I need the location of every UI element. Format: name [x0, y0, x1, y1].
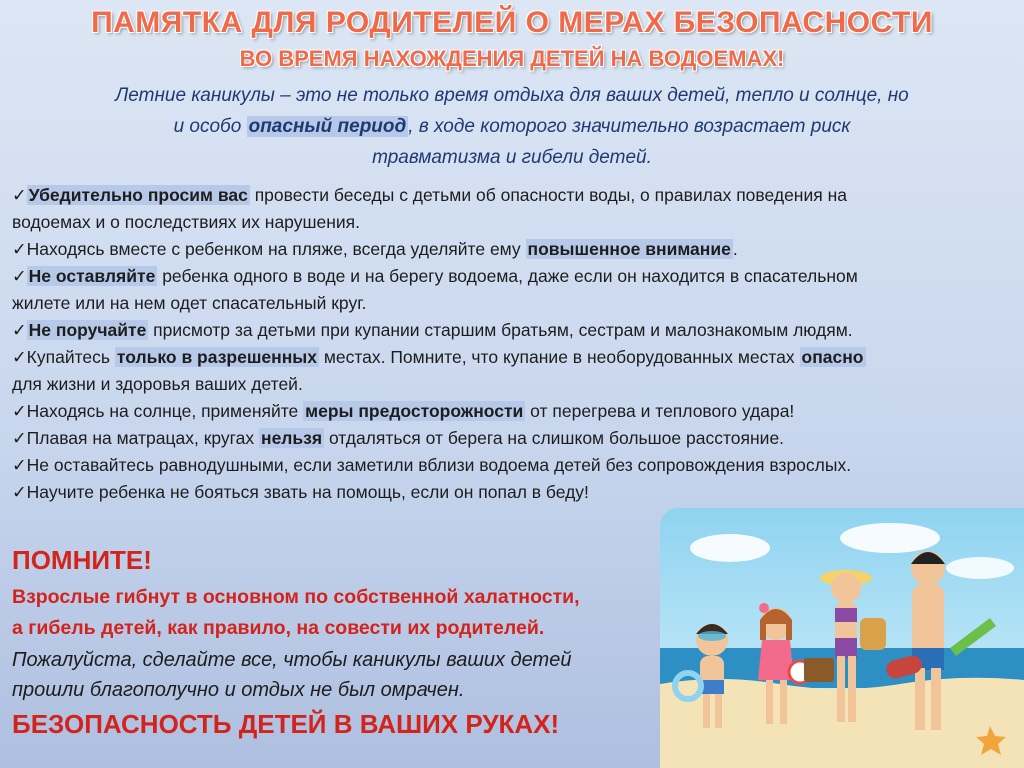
- page-subtitle: ВО ВРЕМЯ НАХОЖДЕНИЯ ДЕТЕЙ НА ВОДОЕМАХ!: [239, 46, 785, 71]
- rule-highlight: повышенное внимание: [527, 239, 731, 259]
- check-icon: ✓: [12, 401, 27, 421]
- check-icon: ✓: [12, 185, 27, 205]
- rule-text: ребенка одного в воде и на берегу водоема, даже если он находится в спасательном: [157, 266, 858, 286]
- rule-highlight: Не оставляйте: [28, 266, 156, 286]
- remember-heading: ПОМНИТЕ!: [12, 545, 152, 575]
- family-beach-illustration: [660, 508, 1024, 768]
- intro-line-1: Летние каникулы – это не только время отдыха для ваших детей, тепло и солнце, но: [115, 85, 909, 106]
- rule-highlight: Не поручайте: [28, 320, 147, 340]
- check-icon: ✓: [12, 482, 27, 502]
- rule-item-5: [12, 344, 1012, 398]
- slogan: БЕЗОПАСНОСТЬ ДЕТЕЙ В ВАШИХ РУКАХ!: [12, 709, 560, 739]
- rule-highlight: нельзя: [261, 428, 323, 448]
- beach-scene-icon: [660, 508, 1024, 768]
- warning-line-1: Взрослые гибнут в основном по собственной халатности,: [12, 586, 580, 608]
- check-icon: ✓: [12, 239, 27, 259]
- rule-text: Купайтесь: [26, 347, 115, 367]
- intro-highlight: опасный период: [248, 116, 407, 137]
- rule-item-9: [12, 479, 1012, 506]
- rule-item-2: [12, 236, 1012, 263]
- rule-highlight: только в разрешенных: [116, 347, 317, 367]
- intro-text: , в ходе которого значительно возрастает риск: [408, 116, 851, 137]
- intro-line-2: [0, 111, 1024, 142]
- rule-text: Плавая на матрацах, кругах: [26, 428, 259, 448]
- rule-item-1: [12, 182, 1012, 236]
- intro-line-3: травматизма и гибели детей.: [372, 147, 652, 168]
- rule-item-4: [12, 317, 1012, 344]
- check-icon: ✓: [12, 428, 27, 448]
- rule-item-8: [12, 452, 1012, 479]
- intro-text: и особо: [173, 116, 247, 137]
- rule-text: Находясь на солнце, применяйте: [26, 401, 304, 421]
- rule-text: .: [732, 239, 738, 259]
- rule-text: местах. Помните, что купание в необорудованных местах: [318, 347, 800, 367]
- rule-text: отдаляться от берега на слишком большое расстояние.: [324, 428, 785, 448]
- rule-text: от перегрева и теплового удара!: [525, 401, 795, 421]
- warning-line-2: а гибель детей, как правило, на совести их родителей.: [12, 617, 545, 639]
- rule-text: провести беседы с детьми об опасности воды, о правилах поведения на: [249, 185, 847, 205]
- check-icon: ✓: [12, 266, 27, 286]
- rule-text: присмотр за детьми при купании старшим братьям, сестрам и малознакомым людям.: [148, 320, 853, 340]
- rule-highlight: меры предосторожности: [305, 401, 524, 421]
- rule-text-cont: жилете или на нем одет спасательный круг.: [12, 293, 367, 313]
- rule-text: Научите ребенка не бояться звать на помощь, если он попал в беду!: [26, 482, 589, 502]
- rule-text: Не оставайтесь равнодушными, если заметили вблизи водоема детей без сопровождения взрослых.: [26, 455, 852, 475]
- rule-text-cont: водоемах и о последствиях их нарушения.: [12, 212, 361, 232]
- rule-highlight: Убедительно просим вас: [28, 185, 248, 205]
- rule-text-cont: для жизни и здоровья ваших детей.: [12, 374, 303, 394]
- rule-item-7: [12, 425, 1012, 452]
- rule-item-6: [12, 398, 1012, 425]
- rule-highlight: опасно: [801, 347, 864, 367]
- check-icon: ✓: [12, 347, 27, 367]
- check-icon: ✓: [12, 320, 27, 340]
- page-title: ПАМЯТКА ДЛЯ РОДИТЕЛЕЙ О МЕРАХ БЕЗОПАСНОСТИ: [91, 6, 933, 39]
- rule-item-3: [12, 263, 1012, 317]
- plea-line-2: прошли благополучно и отдых не был омрачен.: [12, 679, 465, 701]
- plea-line-1: Пожалуйста, сделайте все, чтобы каникулы ваших детей: [12, 649, 572, 671]
- rule-text: Находясь вместе с ребенком на пляже, всегда уделяйте ему: [26, 239, 526, 259]
- check-icon: ✓: [12, 455, 27, 475]
